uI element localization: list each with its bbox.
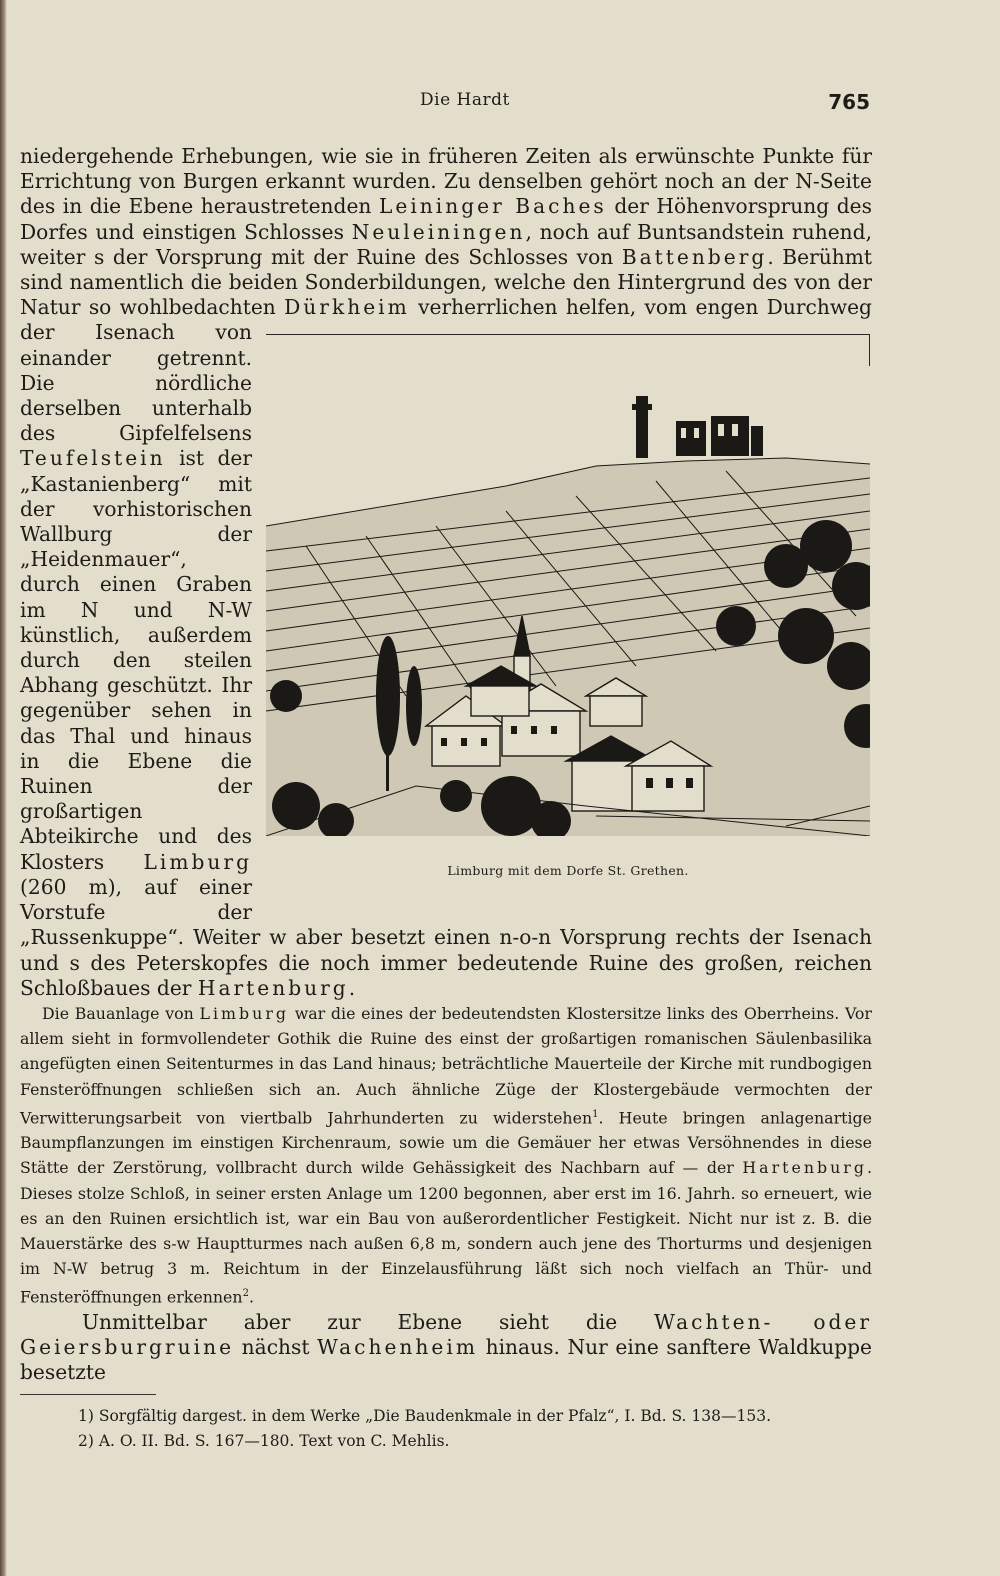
place-neuleiningen: Neuleiningen bbox=[351, 219, 526, 244]
page-edge-shadow bbox=[0, 0, 7, 1576]
footnote-ref-2[interactable]: 2 bbox=[242, 1288, 249, 1300]
footnote-2-text: A. O. II. Bd. S. 167—180. Text von C. Mehlis. bbox=[98, 1432, 450, 1450]
footnote-1-mark: 1) bbox=[78, 1407, 94, 1425]
footnote-1 bbox=[20, 1404, 870, 1429]
place-wachtenburg: Wachten- oder Geiersburgruine bbox=[20, 1309, 872, 1360]
footnote-2 bbox=[20, 1429, 870, 1454]
place-battenberg: Battenberg bbox=[621, 244, 768, 269]
page-number: 765 bbox=[828, 90, 870, 114]
place-leininger-bach: Leininger Baches bbox=[378, 194, 607, 219]
note-place-limburg: Limburg bbox=[199, 1003, 289, 1023]
footnote-1-text: Sorgfältig dargest. in dem Werke „Die Baudenkmale in der Pfalz“, I. Bd. S. 138—153. bbox=[98, 1407, 772, 1425]
place-hartenburg: Hartenburg bbox=[197, 975, 349, 1000]
footnote-ref-1[interactable]: 1 bbox=[592, 1108, 599, 1120]
paragraph-wachtenburg: Unmittelbar aber zur Ebene sieht die Wachten- oder Geiersburgruine nächst Wachenheim hinaus. Nur eine sanftere Waldkuppe besetzte bbox=[20, 1309, 872, 1385]
engraving-limburg bbox=[266, 366, 870, 836]
footnote-rule bbox=[20, 1394, 156, 1395]
paragraph-main: niedergehende Erhebungen, wie sie in früheren Zeiten als erwünschte Punkte für Errichtung von Burgen erkannt wurden. Zu denselben gehört noch an der N-Seite des in die Ebene heraustretenden Leininger Baches der Höhenvorsprung des Dorfes und einstigen Schlosses Neuleiningen, noch auf Buntsandstein ruhend, weiter s der Vorsprung mit der Ruine des Schlosses von Battenberg. Berühmt sind namentlich die beiden Sonderbildungen, welche den Hintergrund des von der Natur so wohlbedachten Limburg mit dem Dorfe St. Grethen. Dürkheim verherrlichen helfen, vom engen Durchweg der Isenach von einander getrennt. Die nördliche derselben unterhalb des Gipfelfelsens Teufelstein ist der „Kastanienberg“ mit der vorhistorischen Wallburg der „Heidenmauer“, durch einen Graben im N und N-W künstlich, außerdem durch den steilen Abhang geschützt. Ihr gegenüber sehen in das Thal und hinaus in die Ebene die Ruinen der großartigen Abteikirche und des Klosters Limburg (260 m), auf einer Vorstufe der „Russenkuppe“. Weiter w aber besetzt einen n-o-n Vorsprung rechts der Isenach und s des Peterskopfes die noch immer bedeutende Ruine des großen, reichen Schloßbaues der Hartenburg. bbox=[20, 144, 872, 1001]
place-duerkheim: Dürkheim bbox=[284, 295, 410, 320]
place-peterskopf: Peterskopfes bbox=[136, 950, 268, 975]
body-text bbox=[20, 144, 872, 1385]
small-print-note: Die Bauanlage von Limburg war die eines der bedeutendsten Klostersitze links des Oberrheins. Vor allem sieht in formvollendeter Gothik die Ruine des einst der großartigen romanischen Säulenbasilika angefügten einen Seitenturmes in das Land hinaus; beträchtliche Mauerteile der Kirche mit rundbogigen Fensteröffnungen schließen sich an. Auch ähnliche Züge der Klostergebäude vermochten der Verwitterungsarbeit von viertbalb Jahrhunderten zu widerstehen$^1$. Heute bringen anlagenartige Baumpflanzungen im einstigen Kirchenraum, sowie um die Gemäuer her etwas Versöhnendes in diese Stätte der Zerstörung, vollbracht durch wilde Gehässigkeit des Nachbarn auf — der Hartenburg. Dieses stolze Schloß, in seiner ersten Anlage um 1200 begonnen, aber erst im 16. Jahrh. so erneuert, wie es an den Ruinen ersichtlich ist, war ein Bau von außerordentlicher Festigkeit. Nicht nur ist z. B. die Mauerstärke des s-w Hauptturmes nach außen 6,8 m, sondern auch jene des Thorturms und desjenigen im N-W betrug 3 m. Reichtum in der Einzelausführung läßt sich noch vielfach an Thür- und Fensteröffnungen erkennen$^2$. bbox=[20, 1003, 872, 1307]
note-place-hartenburg: Hartenburg bbox=[742, 1158, 867, 1178]
page-header bbox=[20, 90, 870, 118]
place-limburg: Limburg bbox=[143, 849, 252, 874]
figure-limburg bbox=[266, 324, 872, 914]
footnotes bbox=[20, 1404, 870, 1454]
figure-caption: Limburg mit dem Dorfe St. Grethen. bbox=[447, 863, 689, 879]
running-title: Die Hardt bbox=[420, 90, 510, 110]
place-wachenheim: Wachenheim bbox=[317, 1335, 478, 1360]
place-teufelstein: Teufelstein bbox=[20, 446, 166, 471]
figure-frame-top bbox=[266, 334, 870, 335]
footnote-2-mark: 2) bbox=[78, 1432, 94, 1450]
